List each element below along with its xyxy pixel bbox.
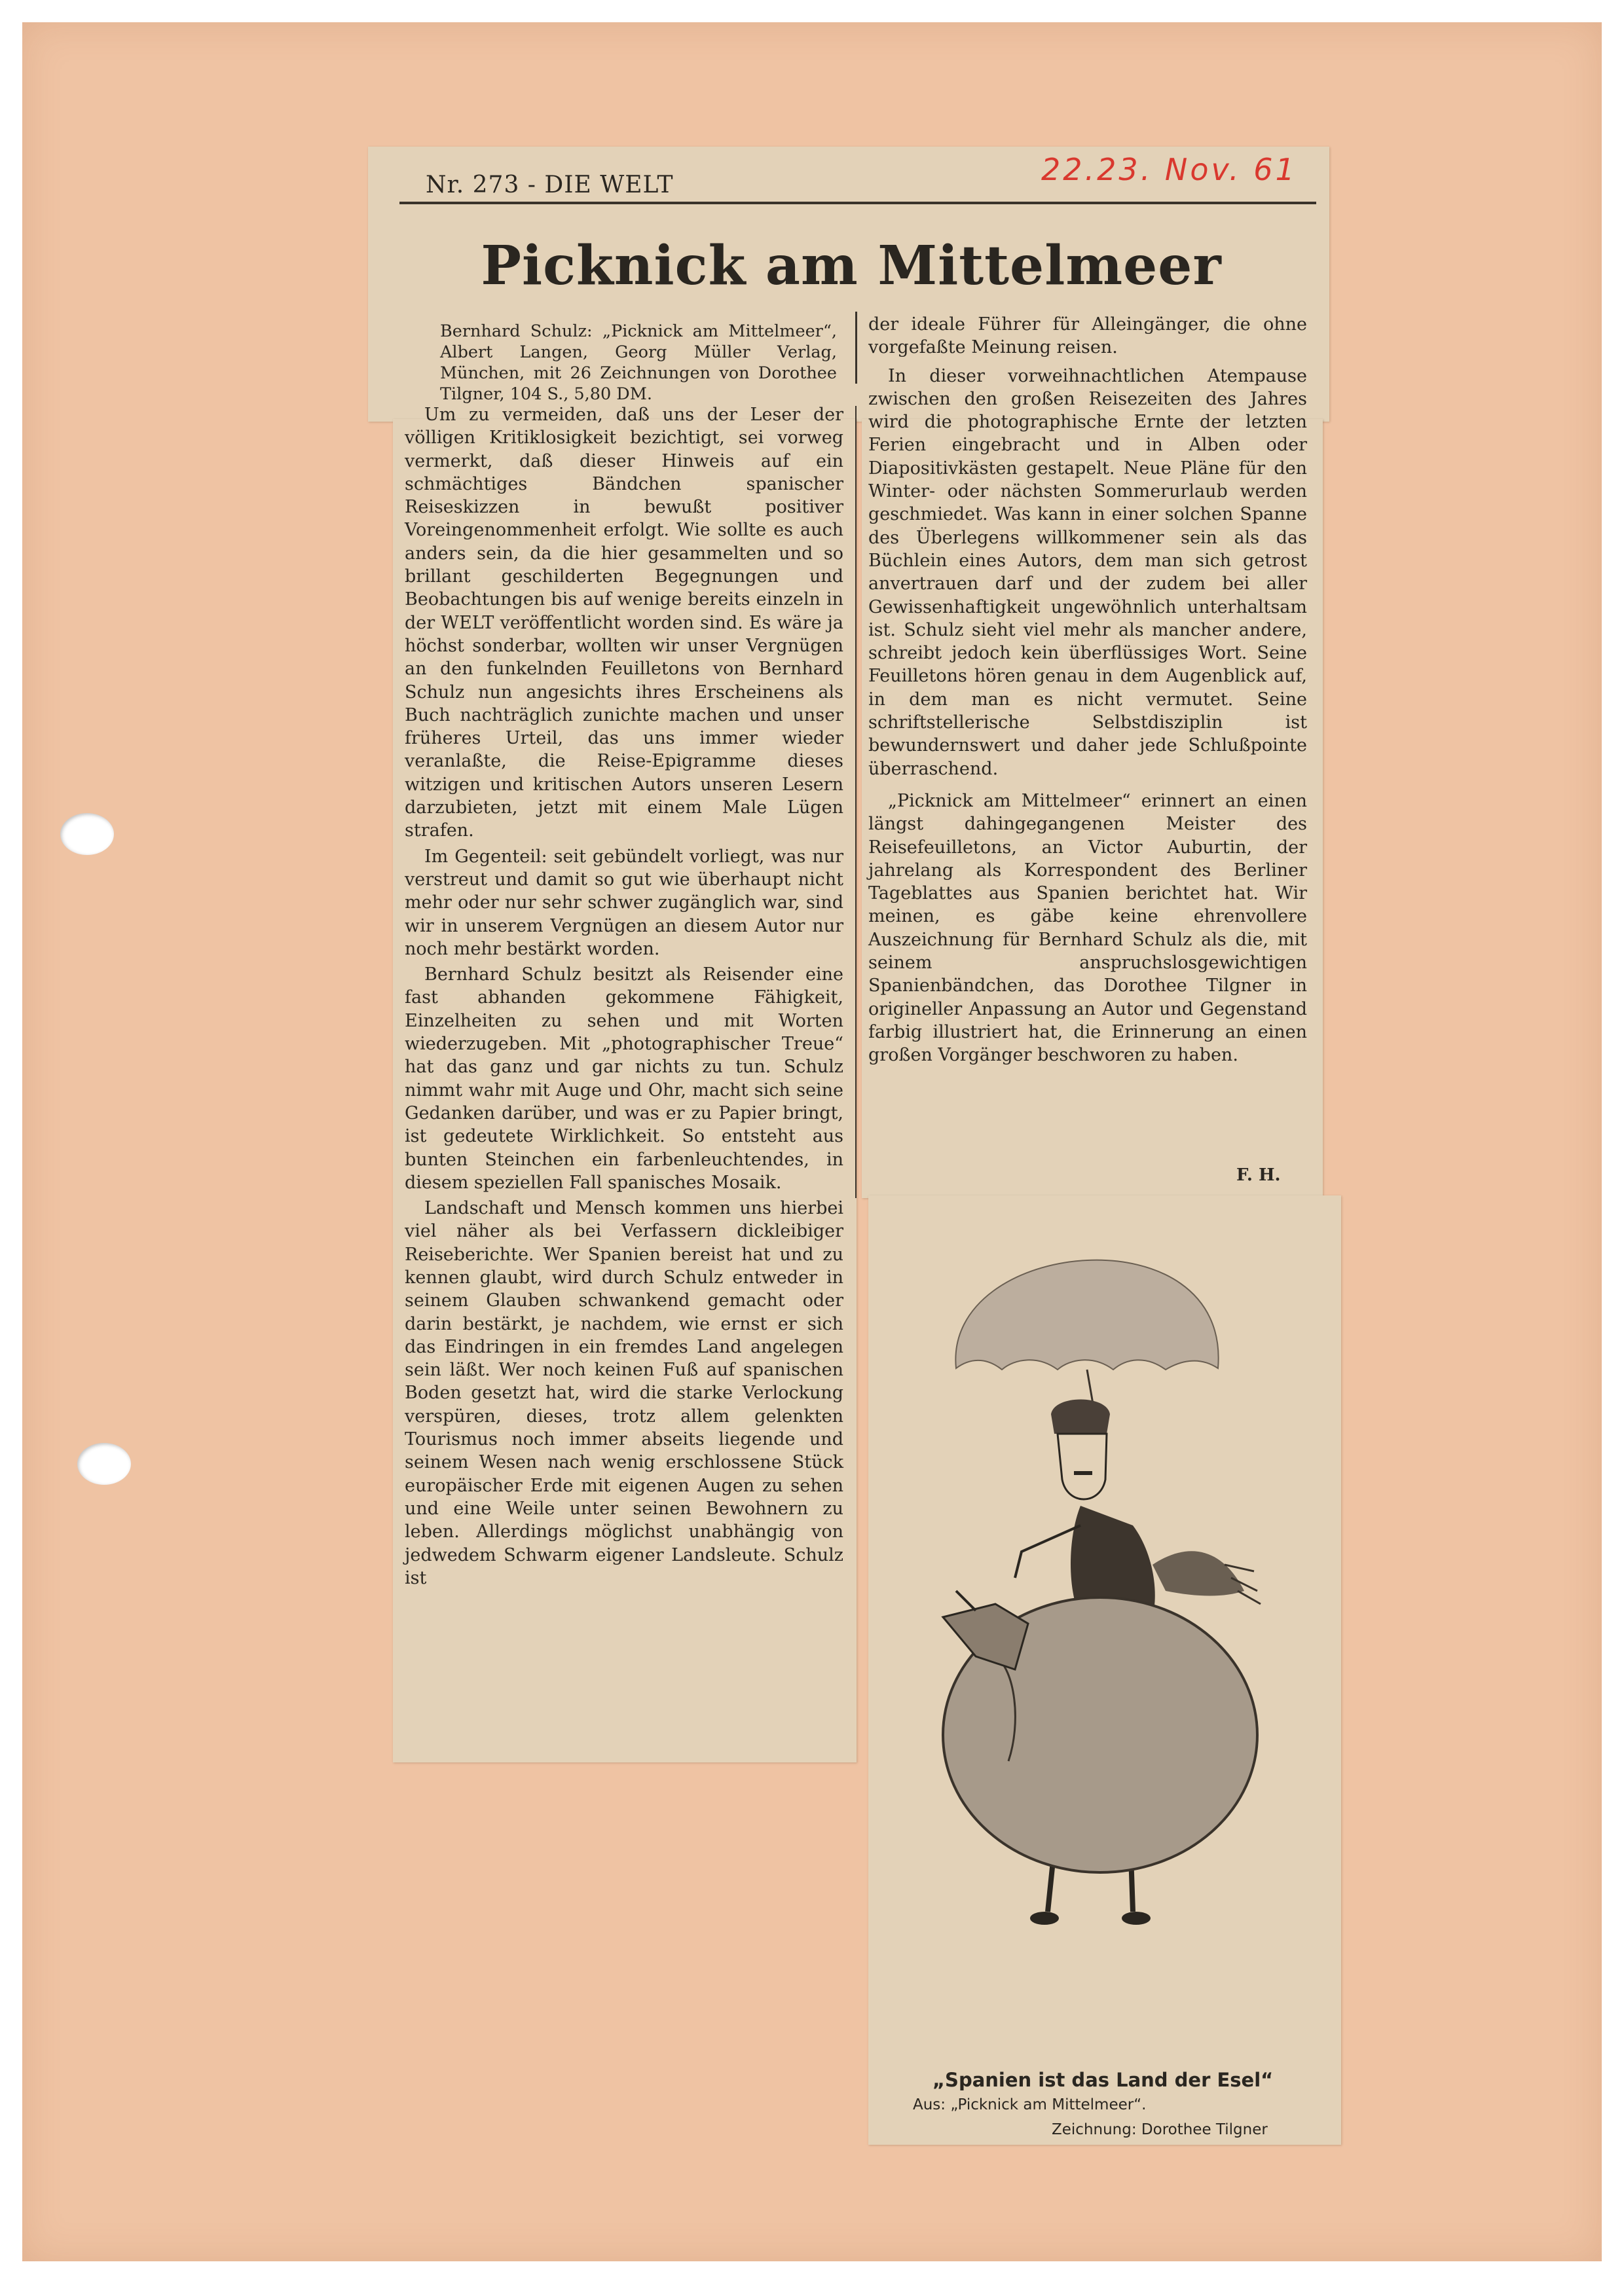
punch-hole-top — [60, 813, 114, 855]
illustration-caption-credit: Zeichnung: Dorothee Tilgner — [1052, 2121, 1268, 2138]
paragraph: Bernhard Schulz besitzt als Reisender eine fast abhanden gekommene Fähigkeit, Einzelheiten zu sehen und mit Worten wiederzugeben. Mit „photographischer Treue“ hat das ganz und gar nichts zu tun. Schulz nimmt wahr mit Auge und Ohr, macht sich seine Gedanken darüber, und was er zu Papier bringt, ist gedeutete Wirklichkeit. So entsteht aus bunten Steinchen ein farbenleuchtendes, in diesem speziellen Fall spanisches Mosaik. — [405, 964, 843, 1193]
paragraph: Im Gegenteil: seit gebündelt vorliegt, was nur verstreut und damit so gut wie überhaupt nicht mehr oder nur sehr schwer zugänglich war, sind wir in unserem Vergnügen an diesem Autor nur noch mehr bestärkt worden. — [405, 846, 843, 959]
left-column-text — [405, 403, 843, 1590]
paragraph: „Picknick am Mittelmeer“ erinnert an einen längst dahingegangenen Meister des Reisefeuilletons, an Victor Auburtin, der jahrelang als Korrespondent des Berliner Tageblattes aus Spanien berichtet hat. Wir meinen, es gäbe keine ehrenvollere Auszeichnung für Bernhard Schulz als die, mit seinem anspruchslosgewichtigen Spanienbändchen, das Dorothee Tilgner in origineller Anpassung an Autor und Gegenstand farbig illustriert hat, die Erinnerung an einen großen Vorgänger beschworen zu haben. — [868, 790, 1307, 1066]
paragraph: Um zu vermeiden, daß uns der Leser der völligen Kritiklosigkeit bezichtigt, sei vorweg vermerkt, daß dieser Hinweis auf ein schmächtiges Bändchen spanischer Reiseskizzen in bewußt positiver Voreingenommenheit erfolgt. Wie sollte es auch anders sein, da die hier gesammelten und so brillant geschilderten Begegnungen und Beobachtungen bis auf wenige bereits einzeln in der WELT veröffentlicht worden sind. Es wäre ja höchst sonderbar, wollten wir unser Vergnügen an den funkelnden Feuilletons von Bernhard Schulz nun angesichts ihres Erscheinens als Buch nachträglich zunichte machen und unser früheres Urteil, das uns immer wieder veranlaßte, die Reise-Epigramme dieses witzigen und kritischen Autors unseren Lesern darzubieten, jetzt mit einem Male Lügen strafen. — [405, 405, 843, 841]
article-title: Picknick am Mittelmeer — [481, 234, 1222, 297]
handwritten-date: 22.23. Nov. 61 — [1041, 152, 1297, 187]
header-rule — [399, 202, 1316, 204]
column-divider-top — [855, 312, 857, 384]
punch-hole-bottom — [77, 1443, 131, 1485]
newspaper-header: Nr. 273 - DIE WELT — [426, 172, 674, 198]
umbrella-canopy — [955, 1260, 1218, 1370]
column-divider — [855, 406, 857, 1198]
right-column-text — [868, 313, 1307, 1067]
author-signature: F. H. — [1236, 1165, 1281, 1185]
paragraph: In dieser vorweihnachtlichen Atempause zwischen den großen Reisezeiten des Jahres wird die photographische Ernte der letzten Ferien eingebracht und in Alben oder Diapositivkästen gestapelt. Neue Pläne für den Winter- oder nächsten Sommerurlaub werden geschmiedet. Was kann in einer solchen Spanne des Überlegens willkommener sein als das Büchlein eines Autors, dem man sich getrost anvertrauen darf und der zudem bei aller Gewissenhaftigkeit ungewöhnlich unterhaltsam ist. Schulz sieht viel mehr als mancher andere, schreibt jedoch kein überflüssiges Wort. Seine Feuilletons hören genau in dem Augenblick auf, in dem man es nicht vermutet. Seine schriftstellerische Selbstdisziplin ist bewundernswert und daher jede Schlußpointe überraschend. — [868, 365, 1307, 779]
umbrella-donkey-illustration — [917, 1198, 1310, 2049]
illustration-caption-source: Aus: „Picknick am Mittelmeer“. — [913, 2096, 1147, 2113]
illustration-caption-title: „Spanien ist das Land der Esel“ — [932, 2069, 1274, 2091]
book-bibliography: Bernhard Schulz: „Picknick am Mittelmeer“, Albert Langen, Georg Müller Verlag, München, mit 26 Zeichnungen von Dorothee Tilgner, 104 S., 5,80 DM. — [440, 321, 837, 404]
paragraph: der ideale Führer für Alleingänger, die ohne vorgefaßte Meinung reisen. — [868, 314, 1307, 358]
paragraph: Landschaft und Mensch kommen uns hierbei viel näher als bei Verfassern dickleibiger Reiseberichte. Wer Spanien bereist hat und zu kennen glaubt, wird durch Schulz entweder in seinem Glauben schwankend gemacht oder darin bestärkt, je nachdem, wie ernst er sich das Eindringen in ein fremdes Land angelegen sein läßt. Wer noch keinen Fuß auf spanischen Boden gesetzt hat, wird die starke Verlockung verspüren, dieses, trotz allem gelenkten Tourismus noch immer abseits liegende und seinem Wesen nach wenig erschlossene Stück europäischer Erde mit eigenen Augen zu sehen und eine Weile unter seinen Bewohnern zu leben. Allerdings möglichst unabhängig von jedwedem Schwarm eigener Landsleute. Schulz ist — [405, 1198, 843, 1588]
